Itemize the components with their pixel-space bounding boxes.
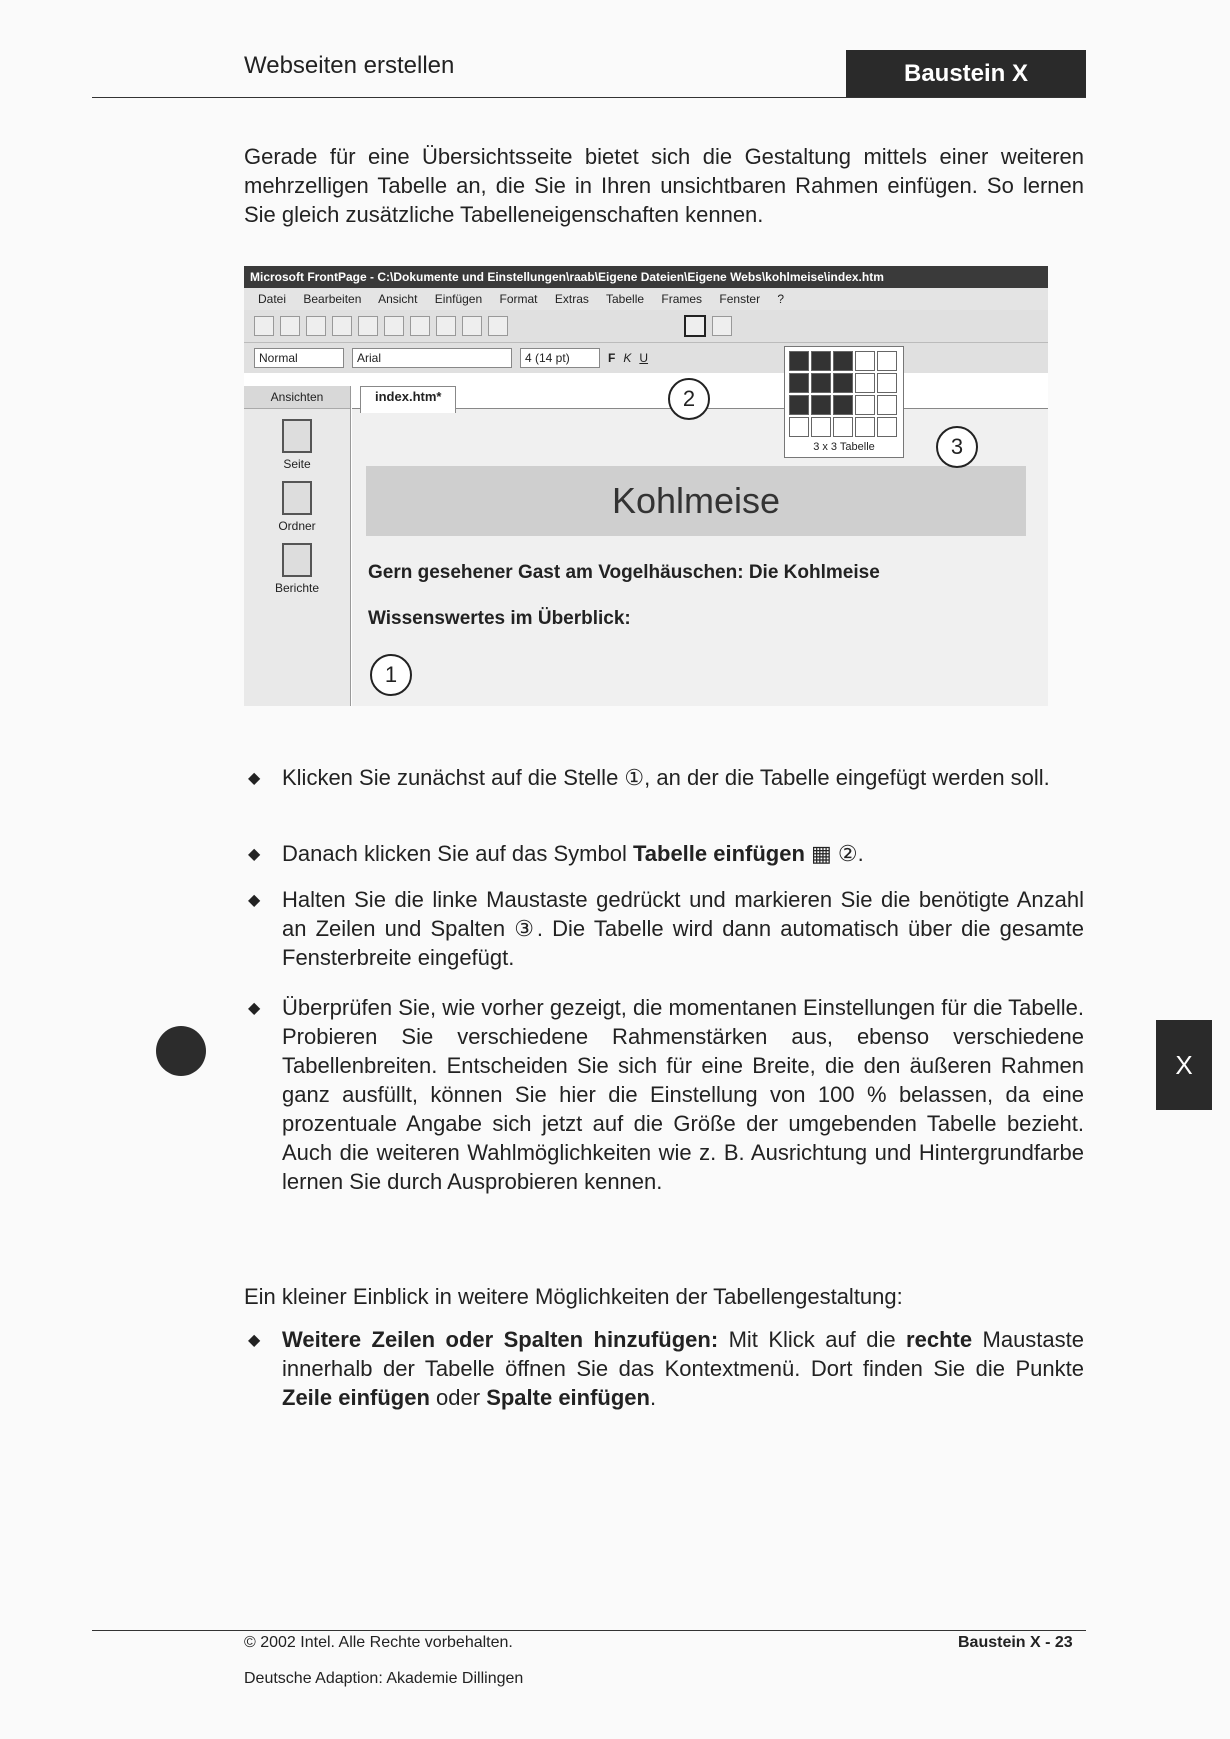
format-toolbar [244, 343, 1048, 373]
italic-button[interactable]: K [623, 351, 632, 365]
footer-divider [92, 1630, 1086, 1631]
view-label: Ordner [278, 519, 316, 533]
paste-icon[interactable] [436, 316, 456, 336]
undo-icon[interactable] [462, 316, 482, 336]
view-label: Berichte [274, 581, 320, 595]
list-item [244, 763, 1084, 792]
redo-icon[interactable] [488, 316, 508, 336]
bullet-icon: ◆ [248, 1332, 261, 1349]
underline-button[interactable]: U [639, 351, 649, 365]
cut-icon[interactable] [384, 316, 404, 336]
side-tab: X [1156, 1020, 1212, 1110]
print-icon[interactable] [332, 316, 352, 336]
text: Mit Klick auf die [718, 1327, 907, 1352]
preview-icon[interactable] [358, 316, 378, 336]
page-banner: Kohlmeise [366, 466, 1026, 536]
list-item [244, 885, 1084, 972]
menu-item[interactable]: Bearbeiten [303, 292, 362, 306]
save-icon[interactable] [306, 316, 326, 336]
bullet-icon: ◆ [248, 892, 261, 909]
view-folder[interactable] [244, 481, 350, 533]
new-page-icon[interactable] [254, 316, 274, 336]
text-bold: rechte [906, 1327, 973, 1352]
header-badge: Baustein X [846, 50, 1086, 97]
callout-2: 2 [668, 378, 710, 420]
open-icon[interactable] [280, 316, 300, 336]
menu-item[interactable]: Tabelle [606, 292, 645, 306]
list-item-text: Klicken Sie zunächst auf die Stelle ①, an der die Tabelle eingefügt werden soll. [282, 765, 1050, 790]
list-item-text: ▦ ②. [804, 841, 864, 866]
menu-item[interactable]: Frames [661, 292, 703, 306]
bullet-icon: ◆ [248, 770, 261, 787]
menu-bar [244, 288, 1048, 310]
list-item-bold: Tabelle einfügen [632, 841, 805, 866]
intro-paragraph: Gerade für eine Übersichtsseite bietet sich die Gestaltung mittels einer weiteren mehrzelligen Tabelle an, die Sie in Ihren unsichtbaren Rahmen einfügen. So lernen Sie gleich zusätzliche Tabelleneigenschaften kennen. [244, 144, 1084, 227]
text: . [649, 1385, 657, 1410]
menu-item[interactable]: Fenster [719, 292, 761, 306]
view-page[interactable] [244, 419, 350, 471]
menu-item[interactable]: Ansicht [378, 292, 418, 306]
standard-toolbar [244, 310, 1048, 343]
image-icon[interactable] [712, 316, 732, 336]
menu-item[interactable]: Einfügen [434, 292, 483, 306]
callout-1: 1 [370, 654, 412, 696]
table-size-picker[interactable] [784, 346, 904, 458]
list-item [244, 993, 1084, 1196]
copy-icon[interactable] [410, 316, 430, 336]
view-reports[interactable] [244, 543, 350, 595]
folder-icon [282, 481, 312, 515]
menu-item[interactable]: ? [777, 292, 785, 306]
insert-table-icon[interactable] [684, 315, 706, 337]
list-item-text: Halten Sie die linke Maustaste gedrückt und markieren Sie die benötigte Anzahl an Zeilen und Spalten ③. Die Tabelle wird dann automatisch über die gesamte Fensterbreite eingefügt. [282, 887, 1084, 970]
text-bold: Zeile einfügen [282, 1385, 430, 1410]
list-item [244, 1325, 1084, 1412]
style-select[interactable]: Normal [254, 348, 344, 368]
header-divider [92, 97, 1086, 98]
list-item-text: Danach klicken Sie auf das Symbol [282, 841, 633, 866]
bullet-icon: ◆ [248, 846, 261, 863]
menu-item[interactable]: Datei [258, 292, 287, 306]
grid-caption: 3 x 3 Tabelle [813, 441, 875, 453]
footer-adaption: Deutsche Adaption: Akademie Dillingen [244, 1670, 524, 1687]
text-bold: Spalte einfügen [486, 1385, 650, 1410]
size-select[interactable]: 4 (14 pt) [520, 348, 600, 368]
window-titlebar: Microsoft FrontPage - C:\Dokumente und Einstellungen\raab\Eigene Dateien\Eigene Webs\kohlmeise\index.htm [244, 266, 1048, 288]
list-item-text: Überprüfen Sie, wie vorher gezeigt, die momentanen Einstellungen für die Tabelle. Probieren Sie verschiedene Rahmenstärken aus, ebenso verschiedene Tabellenbreiten. Entscheiden Sie sich für eine Breite, die den äußeren Rahmen ganz ausfüllt, können Sie hier die Einstellung von 100 % belassen, da eine prozentuale Angabe sich jetzt auf die Größe der umgebenden Tabelle bezieht. Auch die weiteren Wahlmöglichkeiten wie z. B. Ausrichtung und Hintergrundfarbe lernen Sie durch Ausprobieren kennen. [282, 995, 1084, 1194]
reports-icon [282, 543, 312, 577]
footer-copyright: © 2002 Intel. Alle Rechte vorbehalten. [244, 1634, 513, 1651]
document-tab[interactable]: index.htm* [360, 386, 456, 413]
view-label: Seite [283, 457, 311, 471]
text: oder [429, 1385, 487, 1410]
footer-page: Baustein X - 23 [958, 1634, 1073, 1651]
text: Maustaste innerhalb der Tabelle öffnen Sie das Kontextmenü. Dort finden Sie die Punkte [282, 1327, 1085, 1381]
views-header: Ansichten [244, 386, 350, 409]
page-icon [282, 419, 312, 453]
callout-3: 3 [936, 426, 978, 468]
font-select[interactable]: Arial [352, 348, 512, 368]
outro-paragraph: Ein kleiner Einblick in weitere Möglichkeiten der Tabellengestaltung: [244, 1284, 903, 1309]
frontpage-screenshot [244, 266, 1048, 706]
pen-icon [156, 1026, 206, 1076]
menu-item[interactable]: Format [499, 292, 538, 306]
bullet-icon: ◆ [248, 1000, 261, 1017]
views-pane [244, 386, 351, 706]
list-item [244, 839, 1084, 868]
menu-item[interactable]: Extras [554, 292, 589, 306]
header-title: Webseiten erstellen [244, 52, 455, 79]
bold-button[interactable]: F [608, 351, 616, 365]
text-bold: Weitere Zeilen oder Spalten hinzufügen: [282, 1327, 719, 1352]
page-line-1: Gern gesehener Gast am Vogelhäuschen: Die Kohlmeise [368, 562, 880, 583]
page-line-2: Wissenswertes im Überblick: [368, 608, 631, 629]
